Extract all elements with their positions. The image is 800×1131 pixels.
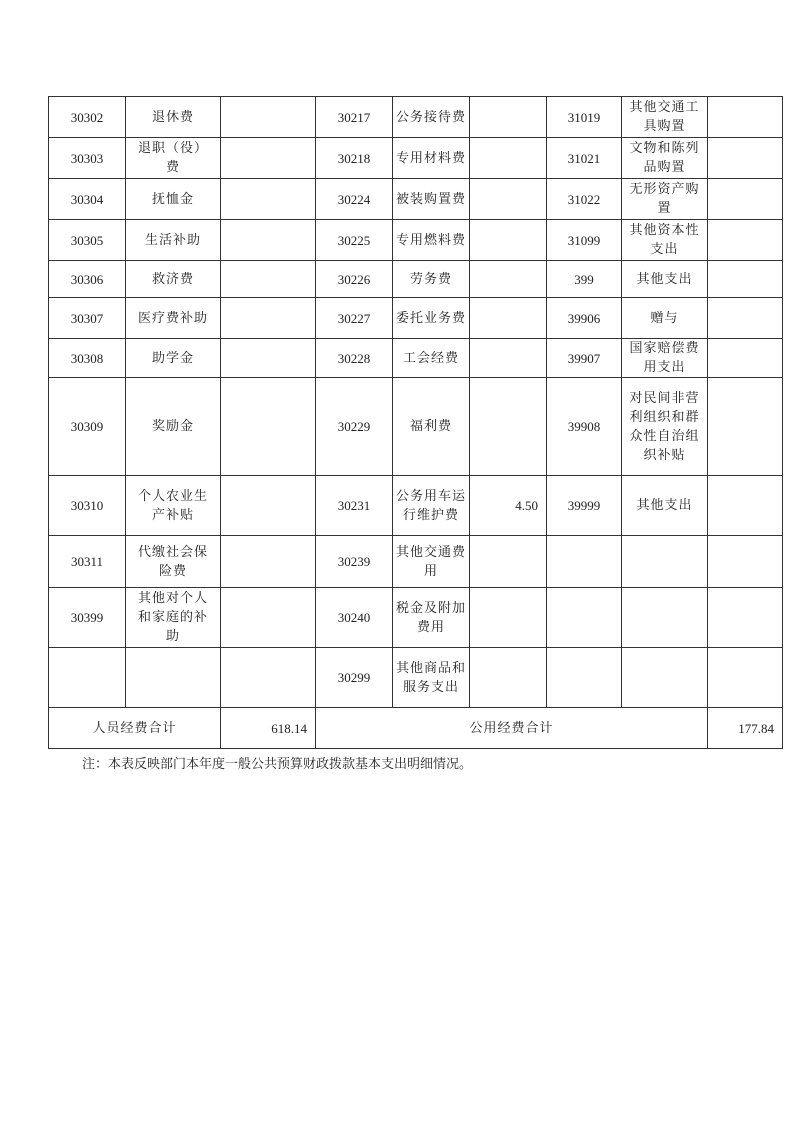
amount-cell [708, 339, 783, 378]
personnel-total-value: 618.14 [221, 708, 316, 749]
item-name: 抚恤金 [151, 191, 194, 207]
table-row [49, 261, 783, 298]
amount-cell [470, 588, 547, 648]
code-cell: 30308 [49, 339, 126, 378]
name-cell [126, 648, 221, 708]
item-name: 奖励金 [151, 419, 194, 434]
name-cell [393, 179, 470, 220]
amount-cell [221, 536, 316, 588]
amount-cell [221, 298, 316, 339]
item-name: 专用燃料费 [395, 232, 466, 248]
item-name: 其他支出 [636, 498, 693, 513]
code-cell: 30304 [49, 179, 126, 220]
item-name: 其他商品和服务支出 [395, 660, 466, 695]
amount-cell [470, 536, 547, 588]
amount-cell [470, 179, 547, 220]
item-name: 其他交通费用 [395, 544, 466, 579]
name-cell [393, 138, 470, 179]
table-row [49, 298, 783, 339]
name-cell [126, 138, 221, 179]
table-row [49, 220, 783, 261]
code-cell: 30225 [316, 220, 393, 261]
code-cell: 31099 [547, 220, 622, 261]
amount-cell [708, 138, 783, 179]
code-cell: 30239 [316, 536, 393, 588]
item-name: 救济费 [151, 271, 194, 287]
amount-cell [708, 298, 783, 339]
item-name: 工会经费 [402, 350, 459, 366]
name-cell [622, 220, 708, 261]
item-name: 税金及附加费用 [395, 600, 466, 635]
name-cell [393, 220, 470, 261]
name-cell [622, 588, 708, 648]
amount-cell [708, 97, 783, 138]
amount-cell [470, 261, 547, 298]
code-cell: 399 [547, 261, 622, 298]
code-cell: 39908 [547, 378, 622, 476]
name-cell [393, 298, 470, 339]
item-name: 福利费 [409, 419, 452, 434]
amount-cell [470, 378, 547, 476]
name-cell [393, 97, 470, 138]
table-row [49, 588, 783, 648]
amount-cell [708, 536, 783, 588]
table-row [49, 339, 783, 378]
item-name: 公务接待费 [395, 109, 466, 125]
item-name: 对民间非营利组织和群众性自治组织补贴 [629, 390, 700, 463]
code-cell: 30227 [316, 298, 393, 339]
code-cell: 39999 [547, 476, 622, 536]
amount-cell [708, 378, 783, 476]
name-cell [622, 97, 708, 138]
item-name: 文物和陈列品购置 [629, 141, 700, 175]
code-cell: 39906 [547, 298, 622, 339]
name-cell [126, 261, 221, 298]
amount-cell [470, 138, 547, 179]
name-cell [622, 339, 708, 378]
code-cell: 30224 [316, 179, 393, 220]
table-row [49, 378, 783, 476]
amount-cell [221, 179, 316, 220]
table-note: 注：本表反映部门本年度一般公共预算财政拨款基本支出明细情况。 [82, 757, 473, 772]
expenditure-detail-table [48, 96, 783, 749]
code-cell [49, 648, 126, 708]
name-cell [622, 536, 708, 588]
code-cell: 31022 [547, 179, 622, 220]
name-cell [393, 261, 470, 298]
name-cell [393, 476, 470, 536]
public-total-value: 177.84 [708, 708, 783, 749]
name-cell [126, 536, 221, 588]
name-cell [126, 179, 221, 220]
personnel-total-label: 人员经费合计 [49, 708, 221, 749]
code-cell: 31019 [547, 97, 622, 138]
code-cell [547, 536, 622, 588]
name-cell [126, 220, 221, 261]
code-cell [547, 648, 622, 708]
amount-cell [470, 648, 547, 708]
item-name: 赠与 [650, 310, 679, 326]
item-name: 公务用车运行维护费 [395, 488, 466, 523]
amount-cell [221, 378, 316, 476]
name-cell [126, 476, 221, 536]
item-name: 助学金 [151, 350, 194, 366]
name-cell [393, 536, 470, 588]
item-name: 其他交通工具购置 [629, 100, 700, 134]
amount-cell [221, 588, 316, 648]
item-name: 国家赔偿费用支出 [629, 341, 700, 375]
name-cell [393, 588, 470, 648]
item-name: 其他资本性支出 [629, 223, 700, 257]
item-name: 退职（役）费 [137, 141, 208, 175]
amount-cell: 4.50 [470, 476, 547, 536]
name-cell [622, 378, 708, 476]
code-cell: 30231 [316, 476, 393, 536]
code-cell: 30303 [49, 138, 126, 179]
table-row [49, 179, 783, 220]
code-cell: 30399 [49, 588, 126, 648]
amount-cell [470, 339, 547, 378]
table-row [49, 138, 783, 179]
table-row [49, 536, 783, 588]
code-cell: 30302 [49, 97, 126, 138]
item-name: 医疗费补助 [137, 310, 208, 326]
code-cell: 30307 [49, 298, 126, 339]
code-cell: 30240 [316, 588, 393, 648]
item-name: 被装购置费 [395, 191, 466, 207]
code-cell: 30217 [316, 97, 393, 138]
item-name: 生活补助 [144, 232, 201, 248]
item-name: 退休费 [151, 109, 194, 125]
amount-cell [221, 476, 316, 536]
item-name: 劳务费 [409, 271, 452, 287]
code-cell: 30229 [316, 378, 393, 476]
name-cell [393, 339, 470, 378]
name-cell [126, 97, 221, 138]
item-name: 委托业务费 [395, 310, 466, 326]
amount-cell [221, 138, 316, 179]
name-cell [126, 378, 221, 476]
amount-cell [708, 220, 783, 261]
table-row [49, 476, 783, 536]
amount-cell [470, 220, 547, 261]
name-cell [622, 648, 708, 708]
code-cell: 31021 [547, 138, 622, 179]
table-row [49, 97, 783, 138]
code-cell: 30218 [316, 138, 393, 179]
item-name: 其他支出 [636, 271, 693, 287]
code-cell: 30226 [316, 261, 393, 298]
amount-cell [221, 220, 316, 261]
amount-cell [470, 97, 547, 138]
code-cell: 30299 [316, 648, 393, 708]
name-cell [126, 339, 221, 378]
item-name: 无形资产购置 [629, 182, 700, 216]
code-cell [547, 588, 622, 648]
totals-row [49, 708, 783, 749]
amount-cell [221, 261, 316, 298]
name-cell [622, 298, 708, 339]
amount-cell [708, 588, 783, 648]
item-name: 个人农业生产补贴 [137, 488, 208, 523]
code-cell: 30305 [49, 220, 126, 261]
name-cell [622, 261, 708, 298]
amount-cell [708, 261, 783, 298]
amount-cell [221, 97, 316, 138]
item-name: 其他对个人和家庭的补助 [137, 591, 208, 644]
code-cell: 30309 [49, 378, 126, 476]
amount-cell [708, 179, 783, 220]
name-cell [622, 476, 708, 536]
table-row [49, 648, 783, 708]
amount-cell [221, 339, 316, 378]
amount-cell [221, 648, 316, 708]
name-cell [393, 378, 470, 476]
name-cell [126, 298, 221, 339]
name-cell [126, 588, 221, 648]
public-total-label: 公用经费合计 [316, 708, 708, 749]
name-cell [393, 648, 470, 708]
item-name: 代缴社会保险费 [137, 544, 208, 579]
code-cell: 30310 [49, 476, 126, 536]
table-body [49, 97, 783, 708]
amount-cell [708, 648, 783, 708]
code-cell: 30311 [49, 536, 126, 588]
code-cell: 30228 [316, 339, 393, 378]
name-cell [622, 138, 708, 179]
code-cell: 39907 [547, 339, 622, 378]
item-name: 专用材料费 [395, 150, 466, 166]
name-cell [622, 179, 708, 220]
amount-cell [470, 298, 547, 339]
amount-cell [708, 476, 783, 536]
code-cell: 30306 [49, 261, 126, 298]
